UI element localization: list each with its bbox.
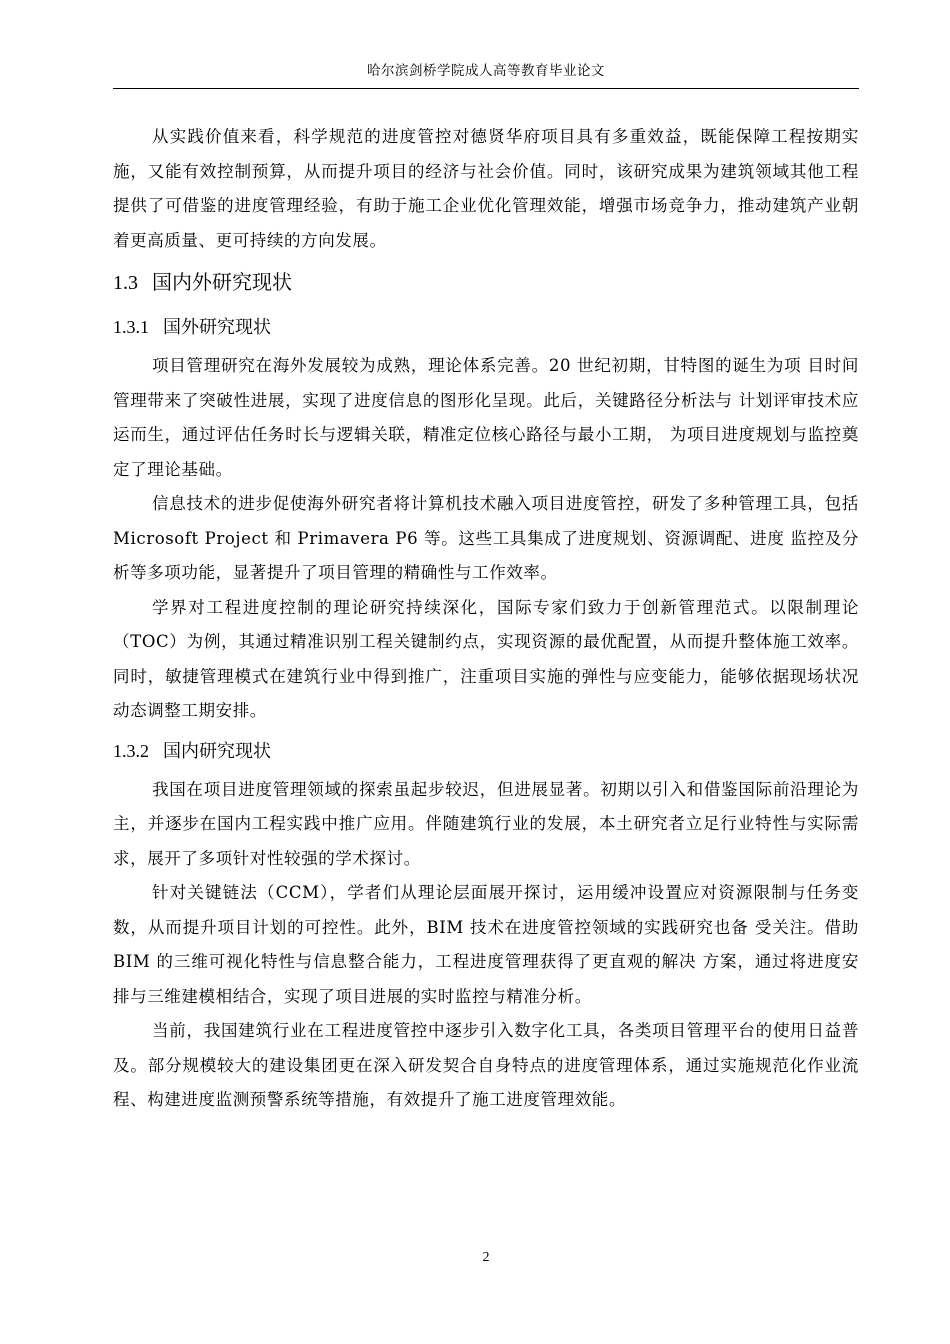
section-number: 1.3 [113,272,138,294]
section-heading-1-3-1 [113,305,859,349]
section-title: 国外研究现状 [163,317,271,338]
paragraph: 项目管理研究在海外发展较为成熟，理论体系完善。20 世纪初期，甘特图的诞生为项 目时间管理带来了突破性进展，实现了进度信息的图形化呈现。此后，关键路径分析法与 计划评审技术应运而生，通过评估任务时长与逻辑关联，精准定位核心路径与最小工期， 为项目进度规划与监控奠定了理论基础。 [113,356,859,479]
section-number: 1.3.1 [113,317,149,337]
page-number: 2 [482,1250,490,1265]
intro-paragraph: 从实践价值来看，科学规范的进度管控对德贤华府项目具有多重效益，既能保障工程按期实施，又能有效控制预算，从而提升项目的经济与社会价值。同时，该研究成果为建筑领域其他工程提供了可借鉴的进度管理经验，有助于施工企业优化管理效能，增强市场竞争力，推动建筑产业朝着更高质量、更可持续的方向发展。 [113,127,859,250]
section-title: 国内外研究现状 [152,270,292,294]
paragraph: 当前，我国建筑行业在工程进度管控中逐步引入数字化工具，各类项目管理平台的使用日益普及。部分规模较大的建设集团更在深入研发契合自身特点的进度管理体系，通过实施规范化作业流程、构建进度监测预警系统等措施，有效提升了施工进度管理效能。 [113,1021,859,1109]
paragraph: 针对关键链法（CCM），学者们从理论层面展开探讨，运用缓冲设置应对资源限制与任务变数，从而提升项目计划的可控性。此外，BIM 技术在进度管控领域的实践研究也备 受关注。借助 BIM 的三维可视化特性与信息整合能力，工程进度管理获得了更直观的解决 方案，通过将进度安排与三维建模相结合，实现了项目进展的实时监控与精准分析。 [113,883,859,1006]
running-header: 哈尔滨剑桥学院成人高等教育毕业论文 [367,63,605,79]
paragraph: 学界对工程进度控制的理论研究持续深化，国际专家们致力于创新管理范式。以限制理论（TOC）为例，其通过精准识别工程关键制约点，实现资源的最优配置，从而提升整体施工效率。同时，敏捷管理模式在建筑行业中得到推广，注重项目实施的弹性与应变能力，能够依据现场状况动态调整工期安排。 [113,597,859,720]
paragraph: 信息技术的进步促使海外研究者将计算机技术融入项目进度管控，研发了多种管理工具，包括 Microsoft Project 和 Primavera P6 等。这些工具集成了进度规划、资源调配、进度 监控及分析等多项功能，显著提升了项目管理的精确性与工作效率。 [113,494,859,582]
paragraph: 我国在项目进度管理领域的探索虽起步较迟，但进展显著。初期以引入和借鉴国际前沿理论为主，并逐步在国内工程实践中推广应用。伴随建筑行业的发展，本土研究者立足行业特性与实际需求，展开了多项针对性较强的学术探讨。 [113,779,859,868]
section-number: 1.3.2 [113,740,149,761]
section-title: 国内研究现状 [163,740,271,762]
section-heading-1-3 [113,260,859,305]
header-rule [113,88,859,89]
section-heading-1-3-2 [113,729,859,773]
page-body [113,120,859,1118]
